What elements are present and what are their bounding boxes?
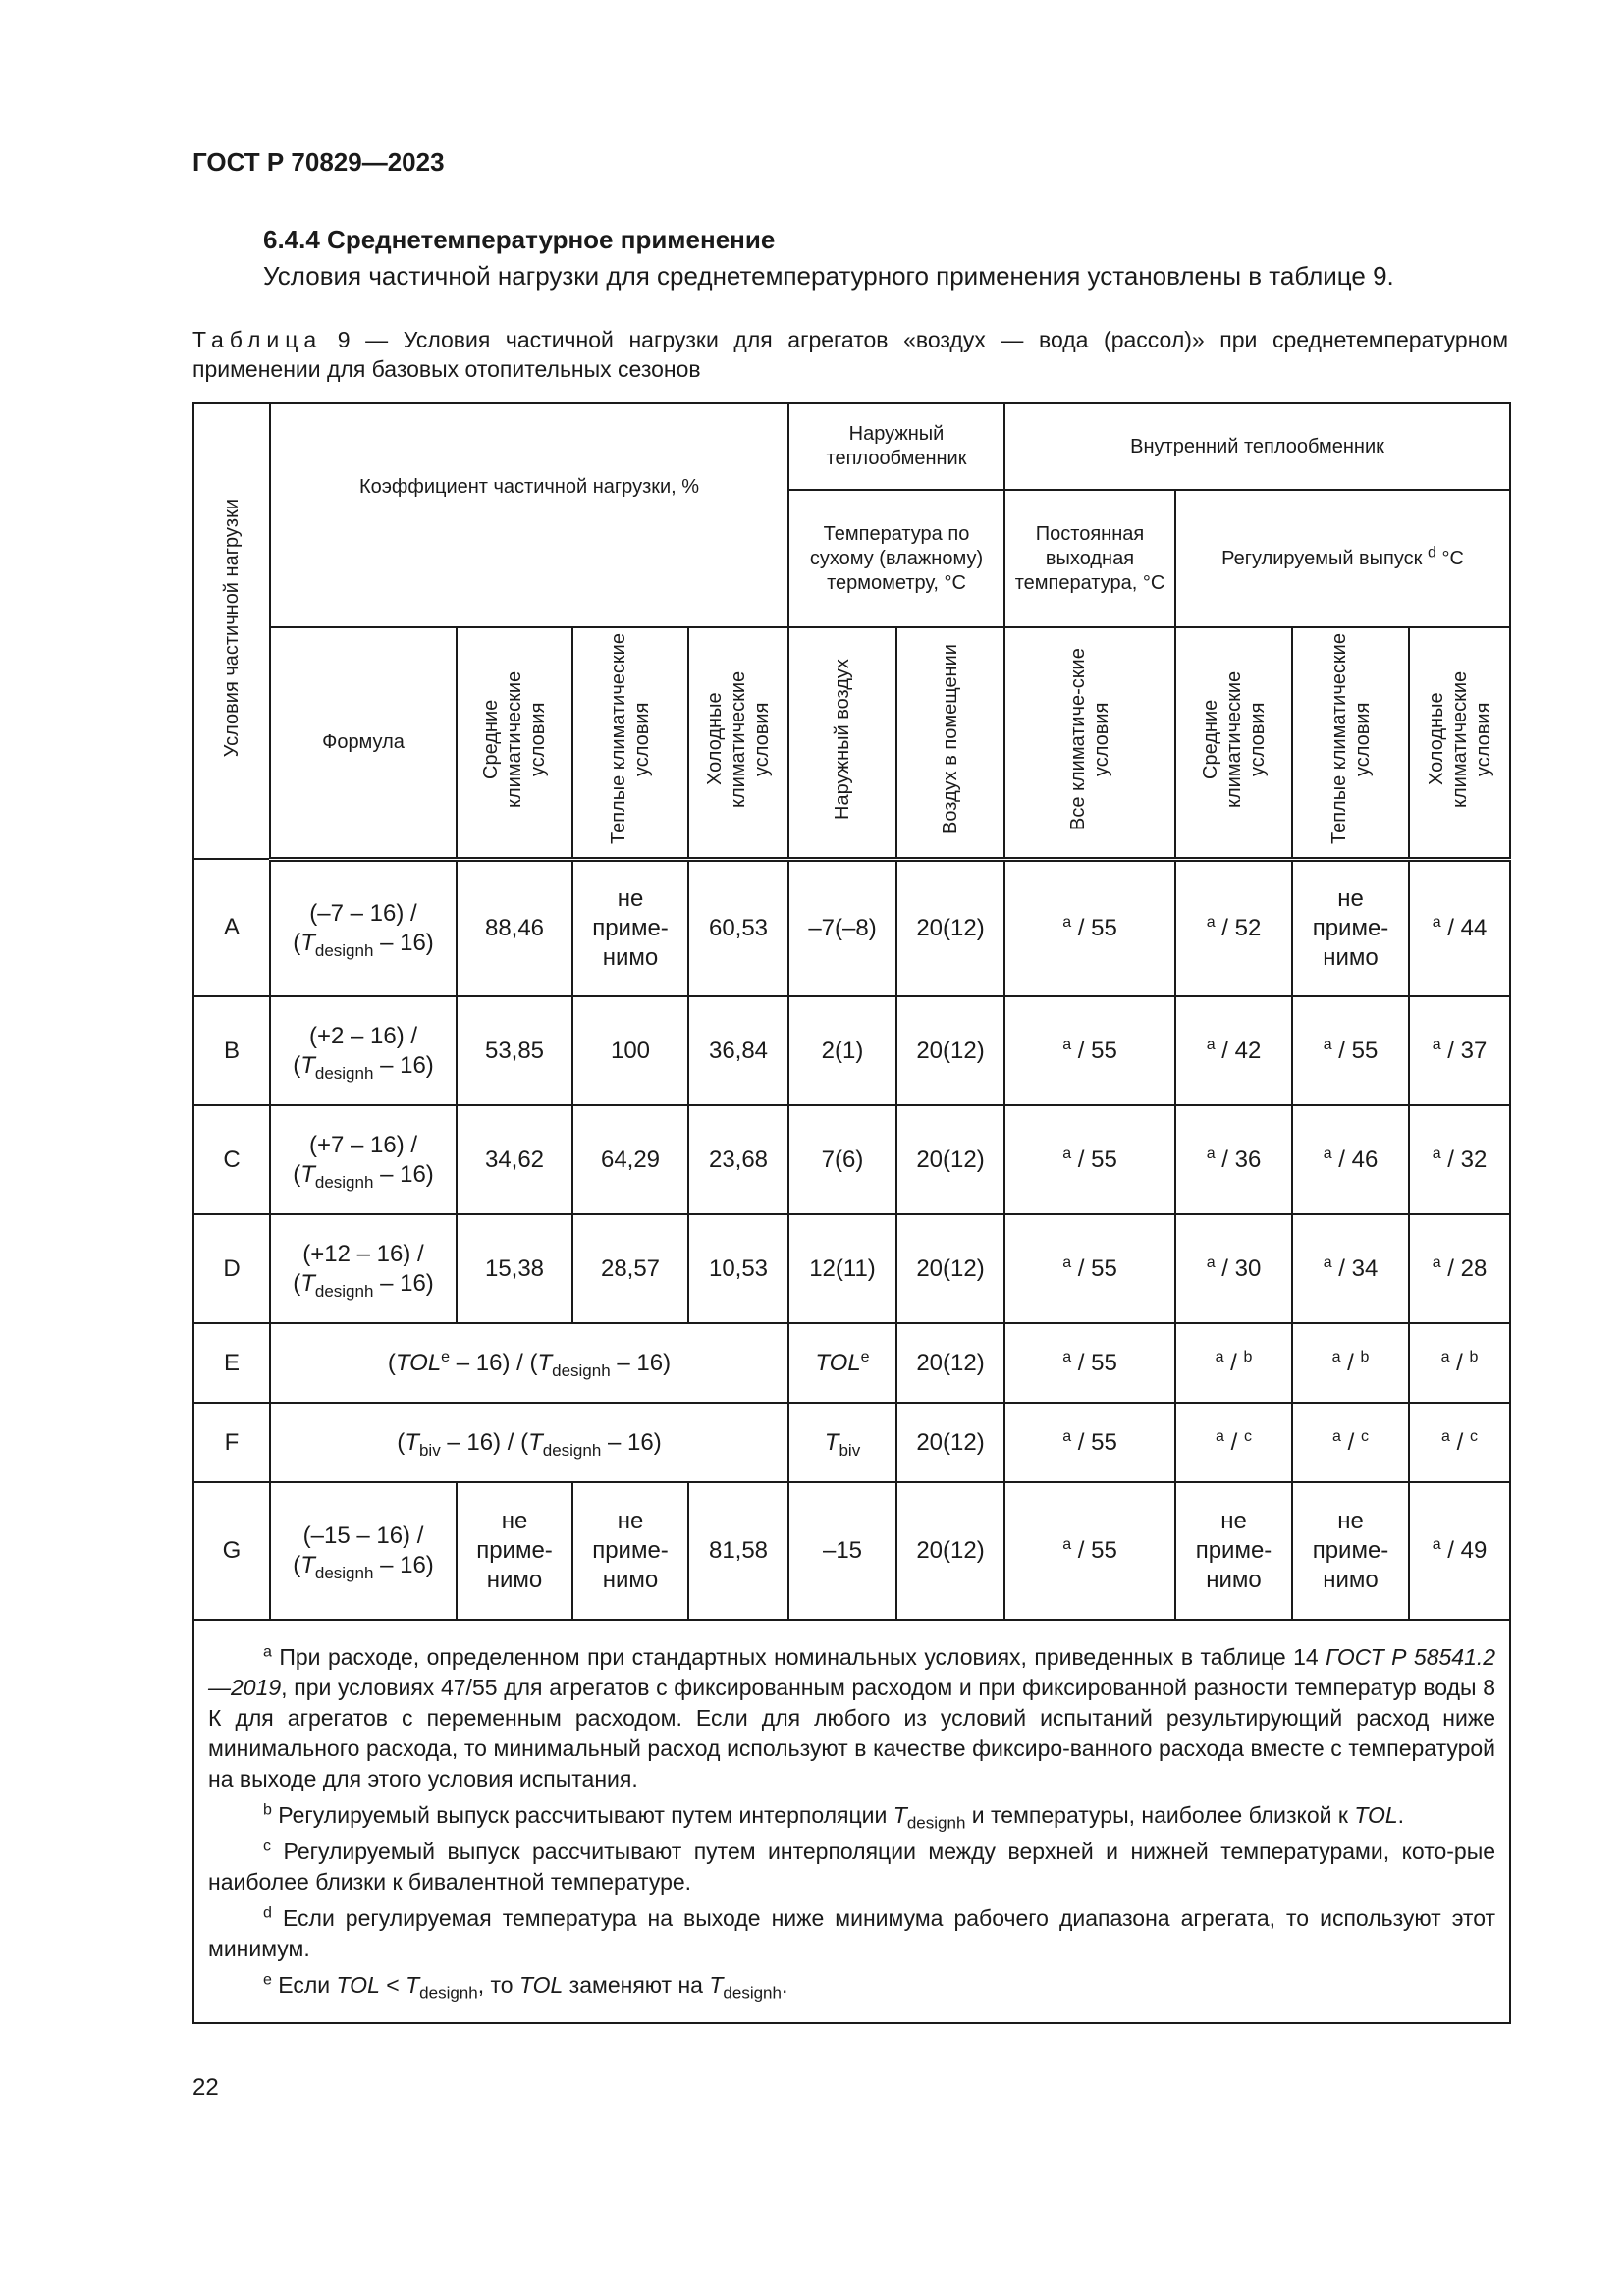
footnote-e-mark: e	[441, 1348, 451, 1365]
formula-sub: designh	[314, 940, 374, 960]
formula-cell	[270, 1323, 788, 1403]
table-row	[193, 996, 1510, 1105]
slash: /	[1338, 1146, 1345, 1173]
cold-outlet-value	[1409, 1214, 1510, 1323]
formula-close: – 16)	[610, 1349, 672, 1376]
header-var-outlet-text: Регулируемый выпуск	[1221, 547, 1423, 569]
formula-sub: designh	[314, 1281, 374, 1301]
row-label: B	[193, 996, 270, 1105]
header-var-outlet-unit: °С	[1441, 547, 1464, 569]
formula-sub: designh	[314, 1063, 374, 1083]
caption-label: Таблица	[192, 327, 323, 352]
table-9	[192, 402, 1509, 2024]
value: 55	[1091, 1146, 1117, 1173]
slash: /	[1447, 1537, 1454, 1564]
indoor-air-value: 20(12)	[896, 1403, 1004, 1482]
indoor-air-value: 20(12)	[896, 1482, 1004, 1620]
formula-var: T	[528, 1428, 543, 1456]
cold-value: 36,84	[688, 996, 788, 1105]
formula-sub: designh	[552, 1361, 611, 1380]
outdoor-air-value: 12(11)	[788, 1214, 896, 1323]
footnote-a-text-1: При расходе, определенном при стандартных номинальных условиях, приведенных в таблице 14	[279, 1644, 1326, 1670]
value: 32	[1460, 1146, 1488, 1173]
slash: /	[1077, 1255, 1085, 1282]
avg-value: 34,62	[457, 1105, 572, 1214]
footnote-b	[208, 1800, 1495, 1831]
header-conditions-text: Условия частичной нагрузки	[221, 498, 243, 758]
footnote-e-mark: e	[860, 1348, 870, 1365]
indoor-air-value: 20(12)	[896, 996, 1004, 1105]
value: 42	[1234, 1037, 1262, 1064]
slash: /	[1456, 1428, 1464, 1456]
table-row	[193, 1105, 1510, 1214]
warm-outlet-value	[1292, 1323, 1409, 1403]
formula-cell	[270, 1214, 457, 1323]
avg-outlet-value	[1175, 1403, 1292, 1482]
cold-outlet-value	[1409, 859, 1510, 996]
caption-number: 9	[337, 327, 351, 352]
formula-cell	[270, 996, 457, 1105]
formula-cell	[270, 1482, 457, 1620]
value: 52	[1234, 914, 1262, 941]
header-cold-climate-text: Холодные климатические условия	[704, 670, 773, 808]
warm-value: не приме-нимо	[572, 859, 688, 996]
footnote-a-mark: a	[1215, 1348, 1224, 1365]
cold-value: 10,53	[688, 1214, 788, 1323]
footnote-a-mark: a	[1206, 1254, 1216, 1271]
cold-outlet-value	[1409, 1105, 1510, 1214]
header-outdoor-hx: Наружный теплообменник	[788, 403, 1004, 490]
warm-value: 28,57	[572, 1214, 688, 1323]
footnote-e-text-3: заменяют на	[563, 1972, 710, 1998]
slash: /	[1338, 1037, 1345, 1064]
avg-outlet-value: не приме-нимо	[1175, 1482, 1292, 1620]
value: 55	[1351, 1037, 1379, 1064]
avg-outlet-value	[1175, 859, 1292, 996]
formula-open: (	[397, 1428, 406, 1456]
slash: /	[1221, 1146, 1228, 1173]
footnote-a-mark: a	[1432, 913, 1441, 931]
footnote-c-mark: c	[1243, 1427, 1252, 1445]
footnote-b-text-1: Регулируемый выпуск рассчитывают путем интерполяции	[278, 1802, 893, 1828]
footnote-b-marker: b	[263, 1801, 272, 1819]
footnote-a-mark: a	[1062, 913, 1072, 931]
outdoor-air-value: 7(6)	[788, 1105, 896, 1214]
footnote-a-mark: a	[1062, 1145, 1072, 1162]
footnote-e-tol: TOL	[518, 1972, 564, 1998]
formula-close: – 16)	[373, 1160, 434, 1188]
footnote-e-sub: designh	[419, 1983, 478, 2002]
all-climate-value	[1004, 1105, 1175, 1214]
all-climate-value	[1004, 1482, 1175, 1620]
footnote-a-mark: a	[1432, 1036, 1441, 1053]
avg-value: 15,38	[457, 1214, 572, 1323]
formula-line-1: (+12 – 16) /	[302, 1240, 424, 1267]
value: 46	[1351, 1146, 1379, 1173]
header-outdoor-air-text: Наружный воздух	[832, 658, 853, 820]
header-outdoor-air	[788, 627, 896, 859]
value: 55	[1091, 1037, 1117, 1064]
footnote-a-mark: a	[1216, 1427, 1224, 1445]
slash: /	[1230, 1349, 1237, 1376]
cold-outlet-value	[1409, 1403, 1510, 1482]
caption-text: — Условия частичной нагрузки для агрегатов «воздух — вода (рассол)» при среднетемпературном применении для базовых отопительных сезонов	[192, 327, 1509, 382]
outdoor-air-value: 2(1)	[788, 996, 896, 1105]
warm-outlet-value	[1292, 1214, 1409, 1323]
header-avg-climate-text: Средние климатические условия	[480, 670, 549, 808]
slash: /	[1447, 1255, 1454, 1282]
footnote-a-mark: a	[1440, 1348, 1450, 1365]
warm-outlet-value	[1292, 1105, 1409, 1214]
footnote-e-var: T	[709, 1972, 724, 1998]
table-row	[193, 1482, 1510, 1620]
warm-value: 100	[572, 996, 688, 1105]
footnote-a-mark: a	[1206, 1036, 1216, 1053]
formula-close: – 16)	[373, 1552, 434, 1578]
row-label: G	[193, 1482, 270, 1620]
all-climate-value	[1004, 1214, 1175, 1323]
formula-var: T	[405, 1428, 419, 1456]
formula-cell	[270, 1403, 788, 1482]
document-header: ГОСТ Р 70829—2023	[192, 147, 445, 177]
outdoor-air-value	[788, 1323, 896, 1403]
avg-outlet-value	[1175, 996, 1292, 1105]
header-indoor-air	[896, 627, 1004, 859]
formula-open: (	[293, 1552, 301, 1578]
header-coef: Коэффициент частичной нагрузки, %	[270, 403, 788, 627]
formula-open: (	[293, 1051, 301, 1079]
header-avg-climate-2	[1175, 627, 1292, 859]
formula-var: TOL	[395, 1349, 442, 1376]
footnote-a	[208, 1642, 1495, 1794]
value: TOL	[815, 1349, 861, 1376]
formula-line-1: (–15 – 16) /	[302, 1522, 424, 1549]
formula-line-1: (–7 – 16) /	[309, 899, 417, 927]
footnote-b-mark: b	[1469, 1348, 1479, 1365]
header-warm-climate-2-text: Теплые климатические условия	[1327, 633, 1374, 845]
formula-var: T	[300, 929, 315, 956]
avg-outlet-value	[1175, 1323, 1292, 1403]
header-dry-bulb: Температура по сухому (влажному) термометру, °С	[788, 490, 1004, 627]
row-label: A	[193, 859, 270, 996]
footnote-c-marker: c	[263, 1838, 271, 1855]
warm-outlet-value: не приме-нимо	[1292, 1482, 1409, 1620]
header-indoor-air-text: Воздух в помещении	[940, 643, 961, 834]
footnote-a-mark: a	[1332, 1427, 1341, 1445]
row-label: D	[193, 1214, 270, 1323]
footnote-b-end: .	[1397, 1802, 1405, 1828]
value: T	[824, 1428, 839, 1456]
slash: /	[1221, 1037, 1228, 1064]
cold-outlet-value	[1409, 996, 1510, 1105]
value-sub: biv	[839, 1440, 861, 1460]
row-label: F	[193, 1403, 270, 1482]
formula-var: T	[300, 1269, 315, 1297]
footnote-b-text-2: и температуры, наиболее близкой к	[965, 1802, 1355, 1828]
warm-outlet-value	[1292, 996, 1409, 1105]
slash: /	[1221, 1255, 1228, 1282]
footnote-e-sub: designh	[723, 1983, 782, 2002]
outdoor-air-value: –7(–8)	[788, 859, 896, 996]
all-climate-value	[1004, 996, 1175, 1105]
formula-open: (	[293, 929, 301, 956]
footnote-a-text-2: , при условиях 47/55 для агрегатов с фиксированным расходом и при фиксированной разности температур воды 8 К для агрегатов с переменным расходом. Если для любого из условий испытаний результирующий расход ниже минимального расхода, то минимальный расход используют в качестве фиксиро-ванного расхода вместе с температурой на выходе для этого условия испытания.	[208, 1675, 1496, 1791]
slash: /	[1077, 1537, 1085, 1564]
cold-value: 60,53	[688, 859, 788, 996]
header-warm-climate	[572, 627, 688, 859]
avg-value: 53,85	[457, 996, 572, 1105]
footnote-a-mark: a	[1323, 1036, 1332, 1053]
formula-mid: – 16) / (	[450, 1349, 538, 1376]
section-intro: Условия частичной нагрузки для среднетемпературного применения установлены в таблице 9.	[263, 261, 1394, 291]
slash: /	[1347, 1349, 1354, 1376]
formula-close: – 16)	[601, 1428, 662, 1456]
all-climate-value	[1004, 1403, 1175, 1482]
formula-var: T	[300, 1552, 315, 1578]
footnote-a-mark: a	[1441, 1427, 1450, 1445]
footnote-e-text-1: Если	[278, 1972, 337, 1998]
table-row	[193, 1214, 1510, 1323]
footnote-c-mark: c	[1360, 1427, 1369, 1445]
footnote-b-var: T	[893, 1802, 907, 1828]
formula-sub: designh	[542, 1440, 602, 1460]
footnote-a-mark: a	[1432, 1145, 1441, 1162]
avg-value: не приме-нимо	[457, 1482, 572, 1620]
header-formula: Формула	[270, 627, 457, 859]
table-notes	[193, 1620, 1510, 2023]
footnote-a-mark: a	[1323, 1145, 1332, 1162]
slash: /	[1347, 1428, 1355, 1456]
value: 49	[1460, 1537, 1488, 1564]
footnote-b-mark: b	[1243, 1348, 1253, 1365]
header-all-climate	[1004, 627, 1175, 859]
value: 44	[1460, 914, 1488, 941]
footnote-c-mark: c	[1469, 1427, 1478, 1445]
all-climate-value	[1004, 1323, 1175, 1403]
section-title: 6.4.4 Среднетемпературное применение	[263, 225, 776, 254]
header-cold-climate-2	[1409, 627, 1510, 859]
header-warm-climate-text: Теплые климатические условия	[608, 633, 653, 845]
slash: /	[1077, 1037, 1085, 1064]
footnote-a-mark: a	[1062, 1427, 1072, 1445]
slash: /	[1230, 1428, 1238, 1456]
footnote-b-sub: designh	[906, 1813, 966, 1833]
row-label: C	[193, 1105, 270, 1214]
footnote-a-mark: a	[1062, 1036, 1072, 1053]
footnote-a-mark: a	[1206, 913, 1216, 931]
header-indoor-hx: Внутренний теплообменник	[1004, 403, 1510, 490]
formula-line-1: (+2 – 16) /	[308, 1022, 418, 1049]
footnote-e-end: .	[781, 1972, 788, 1998]
warm-outlet-value	[1292, 1403, 1409, 1482]
formula-sub: biv	[418, 1440, 441, 1460]
warm-outlet-value: не приме-нимо	[1292, 859, 1409, 996]
footnote-d-marker: d	[263, 1904, 272, 1922]
footnote-a-mark: a	[1206, 1145, 1216, 1162]
formula-sub: designh	[314, 1172, 374, 1192]
table-caption	[192, 325, 1508, 384]
header-all-climate-text: Все климатиче-ские условия	[1067, 647, 1112, 830]
value: 55	[1091, 1428, 1117, 1456]
avg-value: 88,46	[457, 859, 572, 996]
warm-value: 64,29	[572, 1105, 688, 1214]
cold-value: 23,68	[688, 1105, 788, 1214]
footnote-c-text: Регулируемый выпуск рассчитывают путем интерполяции между верхней и нижней температурами, кото-рые наиболее близки к бивалентной температуре.	[208, 1839, 1496, 1895]
formula-close: – 16)	[373, 929, 434, 956]
value: 36	[1234, 1146, 1262, 1173]
cold-outlet-value	[1409, 1482, 1510, 1620]
slash: /	[1077, 1428, 1085, 1456]
slash: /	[1338, 1255, 1345, 1282]
footnote-a-mark: a	[1331, 1348, 1341, 1365]
footnote-a-marker: a	[263, 1643, 272, 1661]
formula-mid: – 16) / (	[440, 1428, 529, 1456]
formula-open: (	[387, 1349, 396, 1376]
footnote-e-less-than: <	[379, 1972, 406, 1998]
cold-outlet-value	[1409, 1323, 1510, 1403]
formula-close: – 16)	[373, 1051, 434, 1079]
footnote-d-mark: d	[1427, 543, 1436, 561]
header-const-outlet: Постоянная выходная температура, °С	[1004, 490, 1175, 627]
formula-sub: designh	[314, 1563, 374, 1582]
slash: /	[1447, 1037, 1454, 1064]
footnote-e-tol: TOL	[336, 1972, 380, 1998]
table-row	[193, 1403, 1510, 1482]
formula-close: – 16)	[373, 1269, 434, 1297]
formula-open: (	[293, 1269, 301, 1297]
slash: /	[1077, 914, 1085, 941]
value: 30	[1234, 1255, 1262, 1282]
header-cold-climate-2-text: Холодные климатические условия	[1425, 670, 1494, 808]
formula-var: T	[300, 1051, 315, 1079]
footnote-e-marker: e	[263, 1971, 272, 1989]
value: 55	[1091, 914, 1117, 941]
indoor-air-value: 20(12)	[896, 1214, 1004, 1323]
header-warm-climate-2	[1292, 627, 1409, 859]
footnote-e	[208, 1970, 1495, 2001]
header-var-outlet	[1175, 490, 1510, 627]
value: 55	[1091, 1255, 1117, 1282]
footnote-d	[208, 1903, 1495, 1964]
slash: /	[1456, 1349, 1463, 1376]
header-avg-climate-2-text: Средние климатические условия	[1199, 670, 1269, 808]
footnote-a-mark: a	[1062, 1536, 1072, 1553]
formula-line-1: (+7 – 16) /	[308, 1131, 418, 1158]
header-avg-climate	[457, 627, 572, 859]
outdoor-air-value	[788, 1403, 896, 1482]
slash: /	[1077, 1146, 1085, 1173]
value: 37	[1460, 1037, 1488, 1064]
page-number: 22	[192, 2074, 219, 2101]
indoor-air-value: 20(12)	[896, 859, 1004, 996]
slash: /	[1077, 1349, 1085, 1376]
footnote-e-var: T	[406, 1972, 420, 1998]
footnote-a-mark: a	[1062, 1348, 1072, 1365]
footnote-b-mark: b	[1360, 1348, 1370, 1365]
all-climate-value	[1004, 859, 1175, 996]
value: 55	[1091, 1349, 1117, 1376]
header-cold-climate	[688, 627, 788, 859]
formula-cell	[270, 1105, 457, 1214]
header-conditions	[193, 403, 270, 859]
indoor-air-value: 20(12)	[896, 1323, 1004, 1403]
slash: /	[1447, 914, 1454, 941]
footnote-a-reference: ГОСТ Р 58541.2—2019	[208, 1644, 1496, 1700]
footnote-a-mark: a	[1432, 1536, 1441, 1553]
slash: /	[1221, 914, 1228, 941]
avg-outlet-value	[1175, 1105, 1292, 1214]
footnote-d-text: Если регулируемая температура на выходе ниже минимума рабочего диапазона агрегата, то используют этот минимум.	[208, 1905, 1496, 1961]
value: 28	[1460, 1255, 1488, 1282]
row-label: E	[193, 1323, 270, 1403]
formula-cell	[270, 859, 457, 996]
footnote-e-text-2: , то	[477, 1972, 519, 1998]
footnote-a-mark: a	[1432, 1254, 1441, 1271]
indoor-air-value: 20(12)	[896, 1105, 1004, 1214]
value: 34	[1351, 1255, 1379, 1282]
cold-value: 81,58	[688, 1482, 788, 1620]
table-row	[193, 1323, 1510, 1403]
formula-open: (	[293, 1160, 301, 1188]
footnote-a-mark: a	[1062, 1254, 1072, 1271]
formula-var: T	[537, 1349, 553, 1376]
outdoor-air-value: –15	[788, 1482, 896, 1620]
avg-outlet-value	[1175, 1214, 1292, 1323]
formula-var: T	[300, 1160, 315, 1188]
footnote-c	[208, 1837, 1495, 1897]
table-notes-row	[193, 1620, 1510, 2023]
value: 55	[1091, 1537, 1117, 1564]
footnote-b-tol: TOL	[1354, 1802, 1398, 1828]
slash: /	[1447, 1146, 1454, 1173]
table-row	[193, 859, 1510, 996]
warm-value: не приме-нимо	[572, 1482, 688, 1620]
footnote-a-mark: a	[1323, 1254, 1332, 1271]
